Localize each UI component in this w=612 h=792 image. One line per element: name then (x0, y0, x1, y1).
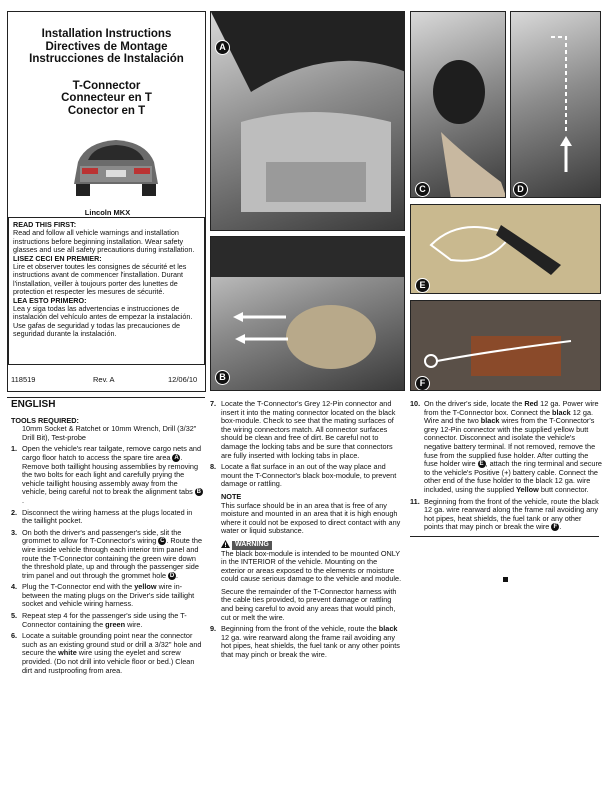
step-4 (11, 583, 203, 609)
photo-b (210, 236, 405, 391)
step-11-text-2: . (559, 522, 562, 532)
step-6-text-c: wire using the eyelet and screw provided. (Do not drill into vehicle floor or bed.) Clean dirt and rustproofing from area. (22, 648, 195, 675)
step-4-text-a: Plug the T-Connector end with the (22, 582, 135, 592)
step-4-text-c: wire in-between the mating plugs on the Driver's side taillight socket and vehicle wiring harness. (22, 582, 195, 609)
marker-b-inline: B (196, 489, 201, 496)
read-first-fr-body: Lire et observer toutes les consignes de sécurité et les instructions avant de commencer l'installation. Durant l'installation, veiller à toujours porter des lunettes de protection et respecter les mesures de sécurité. (13, 262, 187, 297)
step-9-text-c: 12 ga. wire rearward along the frame rail avoiding any hot pipes, heat shields, the fuel tank or any other points that may pinch or break the wire. (221, 632, 400, 660)
step-5-text-b: green (105, 619, 126, 629)
date: 12/06/10 (168, 375, 198, 384)
step-5-text-c: wire. (125, 619, 143, 629)
step-10-text-e: 12 ga. Wire and the two (424, 407, 594, 426)
marker-f: F (415, 376, 430, 391)
warning-label: WARNING (232, 541, 272, 550)
step-4-text-b: yellow (134, 582, 157, 592)
step-5-text-a: Repeat step 4 for the passenger's side using the T-Connector containing the (22, 611, 187, 629)
photo-c (410, 11, 506, 198)
step-10 (410, 400, 602, 495)
step-11 (410, 498, 602, 532)
step-9-text-a: Beginning from the front of the vehicle, route the (221, 624, 379, 634)
step-10-text-c: 12 ga. Power wire from the T-Connector box. Connect the (424, 399, 599, 417)
photo-f (410, 300, 601, 391)
step-8-text: Locate a flat surface in an out of the way place and mount the T-Connector's black box-module, to prevent damage or rattling. (221, 462, 397, 489)
step-6-text-a: Locate a suitable grounding point near the connector such as an existing ground stud or drill a 3/32" hole and secure the (22, 631, 202, 658)
step-3-text-2: . Route the wire inside vehicle through each interior trim panel and route the T-Connector containing the green wire down the threshold plate, up and through the passenger side trim panel and out through the grommet hole (22, 536, 203, 580)
marker-d-inline: D (169, 572, 175, 579)
step-7-text: Locate the T-Connector's Grey 12-Pin connector and insert it into the mating connector located on the black box-module. Check to see that the mating surfaces of the wiring connectors match. All connector surfaces should be clean and free of dirt. Be careful not to damage the locking tabs and be sure that connectors are fully inserted with locking tabs in place. (221, 399, 396, 460)
note-heading: NOTE (221, 491, 242, 501)
step-7 (210, 400, 403, 460)
step-10-text-i: Yellow (516, 484, 539, 494)
photo-d (510, 11, 601, 198)
step-5 (11, 612, 203, 629)
photo-a (210, 11, 405, 231)
read-first-box (8, 217, 205, 365)
step-2-number: 2. (11, 507, 18, 517)
marker-f-inline: F (551, 523, 559, 531)
title-spanish: Instrucciones de Instalación (29, 53, 184, 65)
product-english: T-Connector (72, 79, 141, 92)
step-2 (11, 509, 203, 526)
step-3-text: On both the driver's and passenger's side, slit the grommet to allow for T-Connector's wiring (22, 527, 182, 546)
step-1: 1. Open the vehicle's rear tailgate, remove cargo nets and cargo floor hatch to access the spare tire area A . Remove both taillight housing assemblies by removing the two bolts for each light and carefully prying the vehicle taillight housing assembly away from the vehicle, being careful not to break the alignment tabs B. (11, 444, 202, 505)
revision: Rev. A (93, 375, 115, 384)
tools-heading: TOOLS REQUIRED: (11, 415, 79, 425)
read-first-en-head: READ THIS FIRST: (13, 220, 77, 229)
step-9 (210, 625, 403, 659)
step-9-number: 9. (210, 624, 217, 634)
step-10-text-h: , attach the ring terminal and secure to the vehicle's Positive (+) battery cable. Connect the other end of the fuse holder to the black 12 ga. wire included, using the supplied (424, 459, 602, 494)
column-2 (210, 400, 403, 663)
step-7-number: 7. (210, 399, 217, 408)
step-10-text-b: Red (524, 399, 539, 408)
step-5-number: 5. (11, 611, 18, 621)
product-spanish: Conector en T (67, 104, 146, 117)
step-3-number: 3. (11, 527, 18, 537)
marker-c: C (415, 182, 430, 197)
marker-b: B (215, 370, 230, 385)
step-1-text: Open the vehicle's rear tailgate, remove cargo nets and cargo floor hatch to access the spare tire area (22, 444, 202, 462)
read-first-es-body: Lea y siga todas las advertencias e instrucciones de instalación del vehículo antes de empezar la instalación. Use gafas de seguridad y todas las precauciones de seguridad durante la instalación. (13, 304, 193, 339)
step-10-text-g: wires from the T-Connector's grey 12-Pin connector with the supplied yellow butt connector. Disconnect and isolate the vehicle's negative battery terminal. If not removed, remove the fuse from the supplied fuse holder. After cutting the fuse holder wire (424, 416, 596, 469)
marker-e-inline: E (479, 461, 484, 468)
section-heading: ENGLISH (11, 399, 56, 410)
read-first-en-body: Read and follow all vehicle warnings and installation instructions before beginning installation. Wear safety glasses and use all safety precautions during installation. (13, 228, 195, 255)
tools-body: 10mm Socket & Ratchet or 10mm Wrench, Drill (3/32" Drill Bit), Test-probe (22, 424, 197, 442)
read-first-es-head: LEA ESTO PRIMERO: (13, 295, 87, 305)
warning-body: The black box-module is intended to be mounted ONLY in the INTERIOR of the vehicle. Mounting on the exterior or areas exposed to the elements or moisture could cause serious damage to the vehicle and module. (221, 548, 402, 584)
marker-a-inline: A (174, 455, 179, 462)
marker-c-inline: C (160, 538, 165, 545)
vehicle-label: Lincoln MKX (84, 208, 131, 217)
col3-end-rule (410, 536, 599, 537)
step-11-number: 11. (410, 496, 420, 506)
step-3: 3. On both the driver's and passenger's side, slit the grommet to allow for T-Connector's wiring C . Route the wire inside vehicle through each interior trim panel and route the T-Connector containing the green wire down the threshold plate, up and through the passenger side trim panel and out through the grommet hole D . (11, 527, 203, 580)
step-10-text-d: black (552, 407, 571, 417)
column-3 (410, 400, 602, 537)
secure-body: Secure the remainder of the T-Connector harness with the cable ties provided, to prevent damage or rattling and being careful to avoid any areas that would pinch, cut or melt the wire. (221, 586, 397, 622)
marker-d: D (513, 182, 528, 197)
step-6-number: 6. (11, 631, 18, 641)
step-10-number: 10. (410, 399, 421, 408)
photo-e (410, 204, 601, 294)
step-6-text-b: white (58, 648, 77, 658)
step-10-text-j: butt connector. (538, 484, 589, 494)
step-8-number: 8. (210, 462, 217, 472)
step-10-text-f: black (480, 416, 500, 426)
part-number: 118519 (11, 375, 36, 384)
step-6 (11, 632, 203, 675)
column-1 (11, 401, 203, 678)
step-9-text-b: black (378, 624, 398, 634)
step-1-text-2: . Remove both taillight housing assemblies by removing the two bolts for each light and carefully prying the vehicle taillight housing assembly away from the vehicle, being careful not to break the alignment tabs (22, 452, 199, 497)
marker-a: A (215, 40, 230, 55)
step-2-text: Disconnect the wiring harness at the plugs located in the taillight pocket. (22, 507, 193, 526)
step-10-text-a: On the driver's side, locate the (424, 399, 525, 408)
title-english: Installation Instructions (41, 28, 172, 40)
col1-top-rule (7, 397, 205, 398)
marker-e: E (415, 278, 430, 293)
step-4-number: 4. (11, 582, 18, 592)
product-french: Connecteur en T (61, 92, 152, 104)
vehicle-photo (66, 132, 166, 204)
step-1-number: 1. (11, 444, 18, 454)
note-body: This surface should be in an area that is free of any moisture and mounted in an area that it is high enough where it could not be exposed to direct contact with any water or liquid substance. (221, 500, 401, 536)
read-first-fr-head: LISEZ CECI EN PREMIER: (13, 253, 102, 263)
col3-end-marker (503, 577, 508, 582)
warning-icon (221, 539, 232, 548)
title-french: Directives de Montage (45, 40, 168, 53)
step-8 (210, 463, 403, 622)
step-11-text: Beginning from the front of the vehicle, route the black 12 ga. wire rearward along the frame rail avoiding any hot pipes, heat shields, the fuel tank or any other points that may pinch or break the wire (424, 496, 599, 532)
